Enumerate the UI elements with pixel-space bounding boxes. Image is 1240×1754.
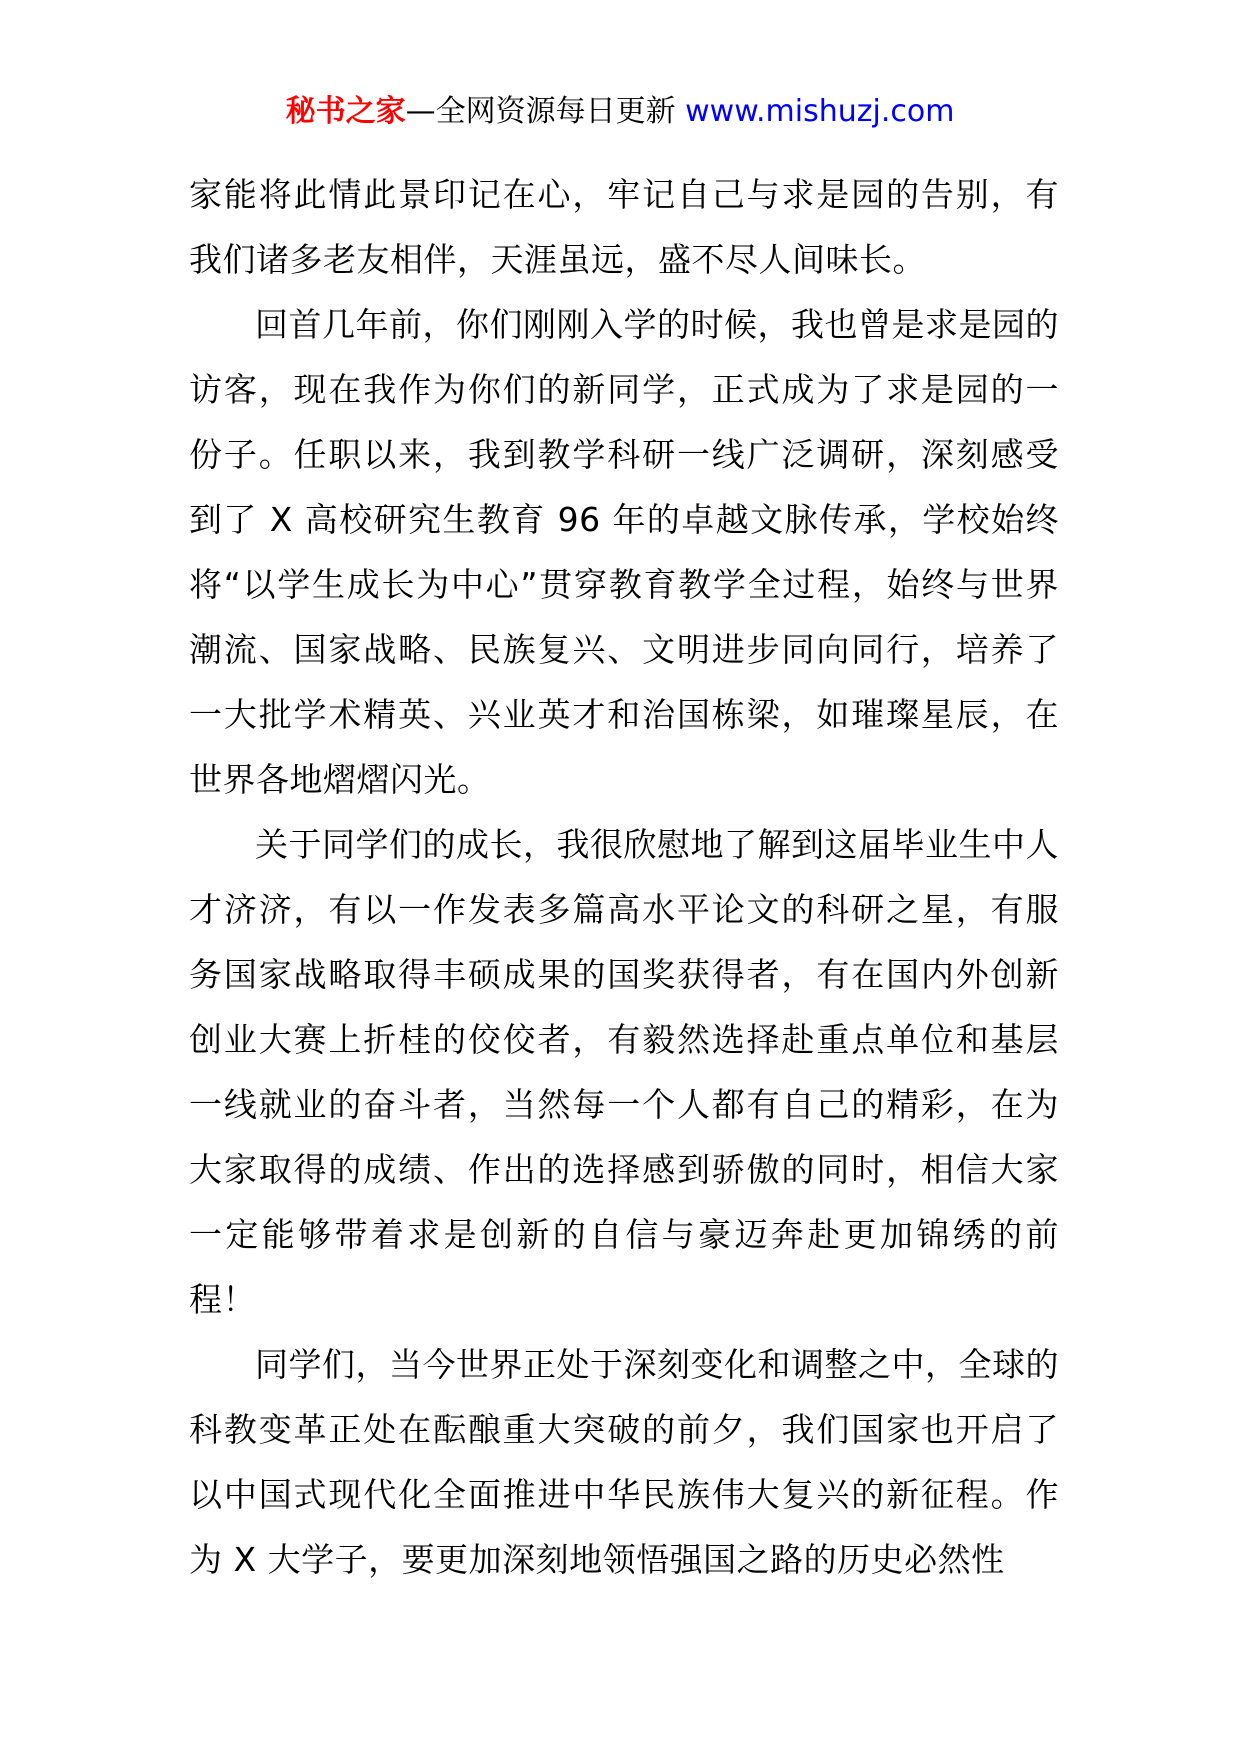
site-tagline: —全网资源每日更新 xyxy=(405,94,686,129)
paragraph: 关于同学们的成长，我很欣慰地了解到这届毕业生中人才济济，有以一作发表多篇高水平论文的科研之星，有服务国家战略取得丰硕成果的国奖获得者，有在国内外创新创业大赛上折桂的佼佼者，有毅然选择赴重点单位和基层一线就业的奋斗者，当然每一个人都有自己的精彩，在为大家取得的成绩、作出的选择感到骄傲的同时，相信大家一定能够带着求是创新的自信与豪迈奔赴更加锦绣的前程！ xyxy=(189,825,1059,1319)
document-body xyxy=(189,162,1059,1592)
paragraph-continued: 家能将此情此景印记在心，牢记自己与求是园的告别，有我们诸多老友相伴，天涯虽远，盛不尽人间味长。 xyxy=(189,175,1059,279)
site-brand: 秘书之家 xyxy=(285,94,406,129)
site-header xyxy=(0,92,1240,132)
paragraph: 同学们，当今世界正处于深刻变化和调整之中，全球的科教变革正处在酝酿重大突破的前夕，我们国家也开启了以中国式现代化全面推进中华民族伟大复兴的新征程。作为 X 大学子，要更加深刻地领悟强国之路的历史必然性 xyxy=(189,1345,1059,1579)
site-url-link[interactable]: www.mishuzj.com xyxy=(685,94,955,129)
paragraph: 回首几年前，你们刚刚入学的时候，我也曾是求是园的访客，现在我作为你们的新同学，正式成为了求是园的一份子。任职以来，我到教学科研一线广泛调研，深刻感受到了 X 高校研究生教育 96 年的卓越文脉传承，学校始终将“以学生成长为中心”贯穿教育教学全过程，始终与世界潮流、国家战略、民族复兴、文明进步同向同行，培养了一大批学术精英、兴业英才和治国栋梁，如璀璨星辰，在世界各地熠熠闪光。 xyxy=(189,305,1059,799)
